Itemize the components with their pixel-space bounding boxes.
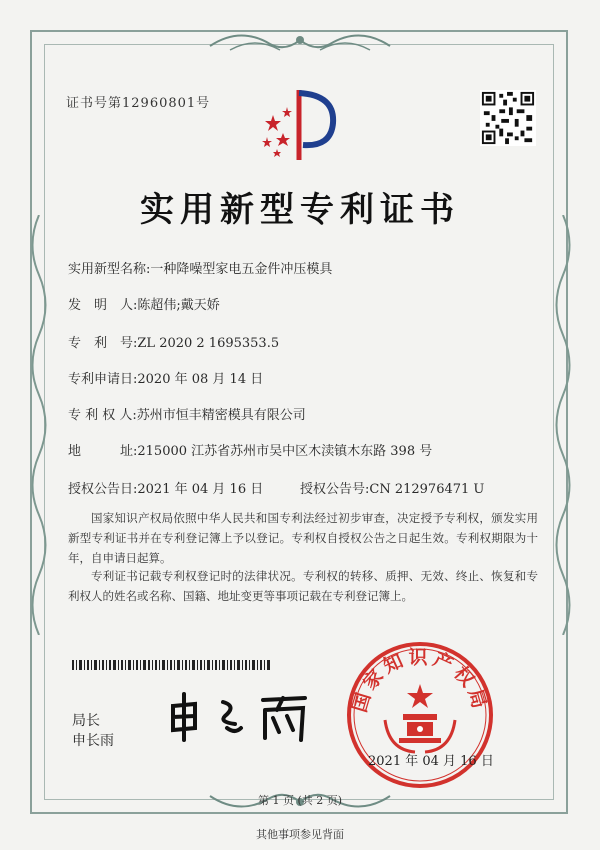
field-label: 专利申请日:: [68, 372, 138, 387]
top-ornament-icon: [200, 26, 400, 62]
handwritten-signature-icon: [165, 688, 315, 744]
field-patent-number: [68, 332, 279, 351]
qr-code-icon: [480, 90, 536, 146]
certificate-title: 实用新型专利证书: [140, 190, 460, 230]
field-label: 授权公告日:: [68, 482, 138, 497]
page-number: 第 1 页 (共 2 页): [257, 794, 343, 807]
field-value: CN 212976471 U: [369, 482, 485, 497]
field-grant-number: [300, 478, 484, 497]
field-value: 215000 江苏省苏州市吴中区木渎镇木东路 398 号: [137, 444, 433, 459]
field-value: 苏州市恒丰精密模具有限公司: [136, 408, 306, 423]
field-value: 2021 年 04 月 16 日: [137, 482, 264, 497]
field-label: 实用新型名称:: [68, 262, 151, 277]
field-grant-date: [68, 478, 263, 497]
field-label: 发 明 人:: [68, 298, 138, 313]
director-name: 申长雨: [72, 733, 114, 749]
field-value: 一种降噪型家电五金件冲压模具: [150, 262, 333, 277]
field-inventor: [68, 294, 220, 313]
svg-text:国家知识产权局: 国家知识产权局: [348, 646, 492, 715]
footer-note: 其他事项参见背面: [256, 828, 344, 841]
field-patentee: [68, 404, 306, 423]
field-label: 专 利 号:: [68, 336, 138, 351]
field-label: 授权公告号:: [300, 482, 370, 497]
certificate-number: 证书号第12960801号: [66, 96, 211, 111]
decision-paragraph: 国家知识产权局依照中华人民共和国专利法经过初步审查，决定授予专利权，颁发实用新型专利证书并在专利登记簿上予以登记。专利权自授权公告之日起生效。专利权期限为十年，自申请日起算。: [68, 511, 538, 565]
field-address: [68, 440, 432, 459]
patent-office-logo-icon: [255, 85, 345, 165]
field-label: 专 利 权 人:: [68, 408, 137, 423]
field-application-date: [68, 368, 263, 387]
left-ornament-icon: [24, 215, 54, 635]
legal-status-paragraph: 专利证书记载专利权登记时的法律状况。专利权的转移、质押、无效、终止、恢复和专利权人的姓名或名称、国籍、地址变更等事项记载在专利登记簿上。: [68, 569, 538, 603]
field-value: 陈超伟;戴天娇: [137, 298, 220, 313]
field-utility-model-name: [68, 258, 332, 277]
seal-date: 2021 年 04 月 16 日: [368, 754, 494, 769]
field-value: ZL 2020 2 1695353.5: [137, 336, 280, 351]
field-value: 2020 年 08 月 14 日: [137, 372, 264, 387]
field-label: 地 址:: [68, 444, 138, 459]
right-ornament-icon: [548, 215, 578, 635]
barcode-icon: [72, 660, 272, 670]
director-title: 局长: [72, 713, 100, 729]
